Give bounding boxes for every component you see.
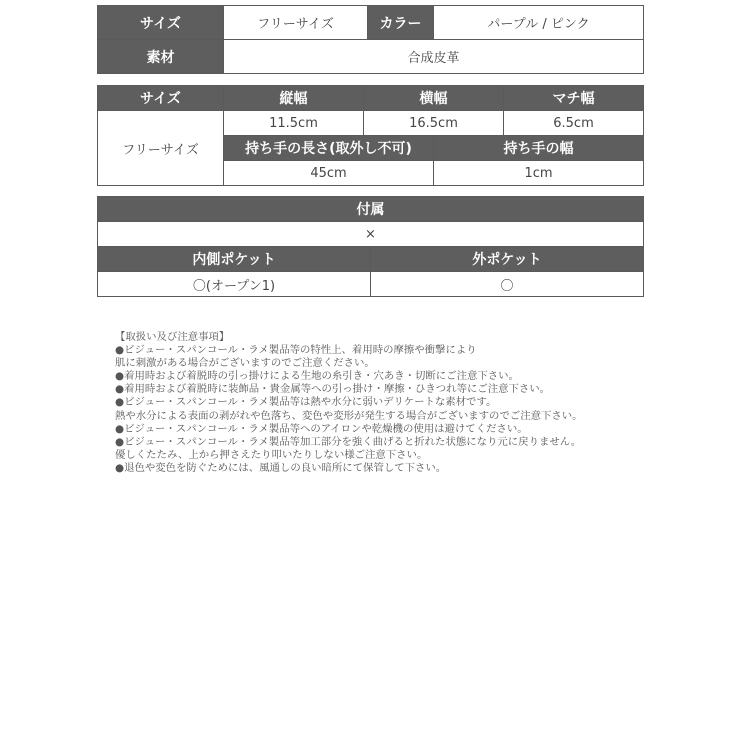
handle-length-value: 45cm xyxy=(224,161,434,186)
notes-heading: 【取扱い及び注意事項】 xyxy=(115,331,230,343)
inner-pocket-label: 内側ポケット xyxy=(98,247,371,272)
note-line: 熱や水分による表面の剥がれや色落ち、変色や変形が発生する場合がございますのでご注意下さい。 xyxy=(115,409,583,422)
note-line: 優しくたたみ、上から押さえたり叩いたりしない様ご注意下さい。 xyxy=(115,448,428,461)
note-line: ●退色や変色を防ぐためには、風通しの良い暗所にて保管して下さい。 xyxy=(115,461,447,474)
handle-width-value: 1cm xyxy=(434,161,644,186)
table-row xyxy=(98,40,644,74)
table-row xyxy=(98,86,644,111)
note-line: 肌に刺激がある場合がございますのでご注意ください。 xyxy=(115,357,375,370)
note-line: ●ビジュー・スパンコール・ラメ製品等へのアイロンや乾燥機の使用は避けてください。 xyxy=(115,422,528,435)
note-line: ●着用時および着脱時に装飾品・貴金属等への引っ掛け・摩擦・ひきつれ等にご注意下さい。 xyxy=(115,383,551,396)
outer-pocket-label: 外ポケット xyxy=(371,247,644,272)
accessory-label: 付属 xyxy=(98,197,644,222)
handle-length-label: 持ち手の長さ(取外し不可) xyxy=(224,136,434,161)
height-value: 11.5cm xyxy=(224,111,364,136)
note-line: ●ビジュー・スパンコール・ラメ製品等加工部分を強く曲げると折れた状態になり元に戻りません。 xyxy=(115,435,582,448)
size-value: フリーサイズ xyxy=(224,6,368,40)
handle-width-label: 持ち手の幅 xyxy=(434,136,644,161)
table-row xyxy=(98,272,644,297)
color-value: パープル / ピンク xyxy=(434,6,644,40)
height-label: 縦幅 xyxy=(224,86,364,111)
table-row xyxy=(98,6,644,40)
inner-pocket-value: 〇(オープン1) xyxy=(98,272,371,297)
spec-table xyxy=(97,5,644,74)
note-line: ●ビジュー・スパンコール・ラメ製品等は熱や水分に弱いデリケートな素材です。 xyxy=(115,396,497,409)
width-value: 16.5cm xyxy=(364,111,504,136)
table-row xyxy=(98,222,644,247)
measure-table xyxy=(97,85,644,186)
width-label: 横幅 xyxy=(364,86,504,111)
table-row xyxy=(98,247,644,272)
gusset-label: マチ幅 xyxy=(504,86,644,111)
note-line: ●ビジュー・スパンコール・ラメ製品等の特性上、着用時の摩擦や衝撃により xyxy=(115,344,477,357)
size-value: フリーサイズ xyxy=(98,111,224,186)
size-label: サイズ xyxy=(98,6,224,40)
gusset-value: 6.5cm xyxy=(504,111,644,136)
note-line: ●着用時および着脱時の引っ掛けによる生地の糸引き・穴あき・切断にご注意下さい。 xyxy=(115,370,519,383)
size-label: サイズ xyxy=(98,86,224,111)
table-row xyxy=(98,111,644,136)
care-notes xyxy=(115,331,635,475)
color-label: カラー xyxy=(368,6,434,40)
accessory-table xyxy=(97,196,644,297)
outer-pocket-value: 〇 xyxy=(371,272,644,297)
material-label: 素材 xyxy=(98,40,224,74)
accessory-value: × xyxy=(98,222,644,247)
table-row xyxy=(98,197,644,222)
material-value: 合成皮革 xyxy=(224,40,644,74)
